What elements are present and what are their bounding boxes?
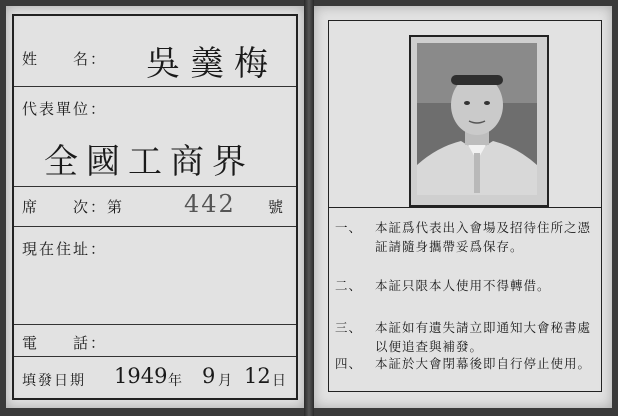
name-value: 吳羹梅 — [146, 44, 278, 84]
photo-frame — [409, 35, 549, 207]
name-row — [14, 16, 296, 87]
issue-date-row — [14, 358, 296, 396]
address-label: 現在住址： — [22, 240, 108, 258]
unit-value: 全國工商界 — [44, 142, 254, 182]
left-page-frame — [12, 14, 298, 400]
right-page — [314, 6, 612, 408]
rules-section — [329, 207, 601, 390]
phone-row — [14, 326, 296, 357]
book-spine — [304, 0, 314, 416]
issue-year: 1949 — [114, 364, 168, 388]
issue-month-unit: 月 — [218, 373, 234, 389]
unit-label: 代表單位： — [22, 100, 108, 118]
rule-text: 本証爲代表出入會場及招待住所之憑証請隨身攜帶妥爲保存。 — [375, 220, 592, 254]
seat-row — [14, 188, 296, 227]
rule-text: 本証於大會閉幕後即自行停止使用。 — [375, 356, 592, 371]
issue-day: 12 — [244, 364, 271, 388]
seat-label: 席 次：第 — [22, 198, 125, 216]
unit-row — [14, 88, 296, 187]
phone-label: 電 話： — [22, 334, 108, 352]
name-label: 姓 名： — [22, 50, 108, 68]
issue-year-unit: 年 — [168, 373, 184, 389]
portrait-illustration — [417, 43, 537, 195]
left-page — [6, 6, 304, 408]
issue-date-label: 填發日期 — [22, 373, 86, 389]
issue-day-unit: 日 — [272, 373, 288, 389]
rule-text: 本証只限本人使用不得轉借。 — [375, 278, 551, 293]
rule-text: 本証如有遺失請立即通知大會秘書處以便追查與補發。 — [375, 320, 592, 354]
rule-number: 一、 — [335, 220, 363, 235]
seat-number: 442 — [184, 190, 236, 218]
rule-number: 二、 — [335, 278, 363, 293]
issue-month: 9 — [202, 364, 216, 388]
address-row — [14, 228, 296, 325]
rule-number: 四、 — [335, 356, 363, 371]
seat-suffix: 號 — [268, 198, 286, 216]
right-page-frame — [328, 20, 602, 392]
portrait-photo — [417, 43, 537, 195]
rule-number: 三、 — [335, 320, 363, 335]
